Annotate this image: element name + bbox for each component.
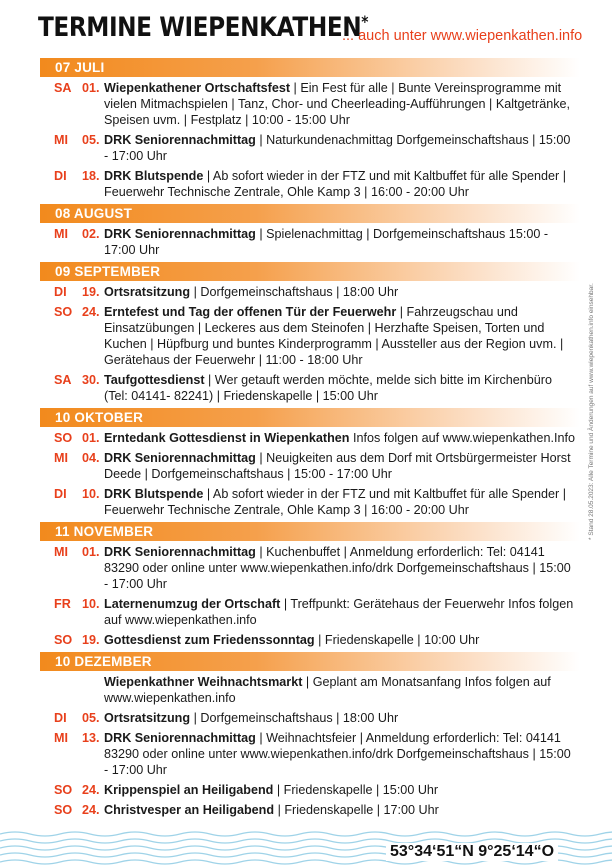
event-item (40, 674, 580, 706)
event-weekday: SA (54, 81, 72, 95)
event-date (82, 674, 104, 706)
event-weekday (40, 674, 82, 706)
event-details: | Geplant am Monatsanfang Infos folgen auf www.wiepenkathen.info (104, 675, 551, 705)
event-item (40, 782, 580, 798)
event-description (104, 168, 580, 200)
event-item (40, 430, 580, 446)
event-item (40, 284, 580, 300)
event-weekday: MI (54, 545, 68, 559)
event-item (40, 730, 580, 778)
event-weekday: MI (54, 731, 68, 745)
event-date: 13. (82, 731, 100, 745)
event-name: Taufgottesdienst (104, 373, 205, 387)
event-name: Wiepenkathner Weihnachtsmarkt (104, 675, 303, 689)
event-name: Erntefest und Tag der offenen Tür der Feuerwehr (104, 305, 397, 319)
month-header: 09 SEPTEMBER (40, 262, 580, 281)
event-name: DRK Blutspende (104, 169, 204, 183)
event-item (40, 304, 580, 368)
event-date: 19. (82, 633, 100, 647)
event-date: 02. (82, 227, 100, 241)
event-name: Gottesdienst zum Friedenssonntag (104, 633, 315, 647)
event-item (40, 486, 580, 518)
event-weekday: SO (54, 783, 73, 797)
event-item (40, 226, 580, 258)
event-weekday: DI (54, 711, 67, 725)
event-details: | Naturkundenachmittag Dorfgemeinschaftshaus | 15:00 - 17:00 Uhr (104, 133, 571, 163)
event-name: DRK Seniorennachmittag (104, 545, 256, 559)
event-details: | Treffpunkt: Gerätehaus der Feuerwehr Infos folgen auf www.wiepenkathen.info (104, 597, 574, 627)
month-header: 10 OKTOBER (40, 408, 580, 427)
event-description (104, 226, 580, 258)
event-item (40, 596, 580, 628)
event-name: Wiepenkathener Ortschaftsfest (104, 81, 291, 95)
event-weekday: SO (54, 305, 73, 319)
event-date: 05. (82, 711, 100, 725)
event-description (104, 450, 580, 482)
event-weekday: MI (54, 133, 68, 147)
event-item (40, 632, 580, 648)
page-subtitle: ... auch unter www.wiepenkathen.info (342, 28, 583, 44)
event-description (104, 730, 580, 778)
event-date: 10. (82, 487, 100, 501)
event-weekday: SO (54, 633, 73, 647)
event-description (104, 430, 580, 446)
event-name: Krippenspiel an Heiligabend (104, 783, 274, 797)
event-name: Christvesper an Heiligabend (104, 803, 275, 817)
event-details: | Ab sofort wieder in der FTZ und mit Kaltbuffet für alle Spender | Feuerwehr Technische Zentrale, Ohle Kamp 3 | 16:00 - 20:00 Uhr (104, 487, 566, 517)
event-details: | Friedenskapelle | 17:00 Uhr (274, 803, 439, 817)
event-description (104, 802, 580, 818)
event-item (40, 80, 580, 128)
event-details: | Friedenskapelle | 10:00 Uhr (314, 633, 480, 647)
event-name: Erntedank Gottesdienst in Wiepenkathen (104, 431, 350, 445)
event-details: | Dorfgemeinschaftshaus | 18:00 Uhr (190, 285, 399, 299)
side-note: * Stand 28.05.2023: Alle Termine und Änderungen auf www.wiepenkathen.info einsehbar. (588, 283, 595, 540)
event-name: DRK Seniorennachmittag (104, 731, 256, 745)
event-date: 01. (82, 81, 100, 95)
event-description (104, 782, 580, 798)
event-details: | Kuchenbuffet | Anmeldung erforderlich: Tel: 04141 83290 oder online unter www.wiepenkathen.info/drk Dorfgemeinschaftshaus | 15:00 - 17:00 Uhr (104, 545, 571, 591)
event-description (104, 284, 580, 300)
event-date: 05. (82, 133, 100, 147)
event-item (40, 372, 580, 404)
event-details: | Wer getauft werden möchte, melde sich bitte im Kirchenbüro (Tel: 04141- 82241) | Friedenskapelle | 15:00 Uhr (104, 373, 552, 403)
event-weekday: MI (54, 451, 68, 465)
event-list (40, 56, 580, 822)
page-title: TERMINE WIEPENKATHEN* (38, 12, 369, 43)
event-item (40, 450, 580, 482)
event-details: | Ein Fest für alle | Bunte Vereinsprogramme mit vielen Mitmachspielen | Tanz, Chor- und Cheerleading-Aufführungen | Kaltgetränke, Speisen uvm. | Festplatz | 10:00 - 15:00 Uhr (104, 81, 571, 127)
coordinates: 53°34‘51“N 9°25‘14“O (386, 843, 558, 861)
event-details: | Friedenskapelle | 15:00 Uhr (273, 783, 439, 797)
event-name: DRK Blutspende (104, 487, 204, 501)
event-details: Infos folgen auf www.wiepenkathen.Info (349, 431, 575, 445)
event-description (104, 372, 580, 404)
month-header: 07 JULI (40, 58, 580, 77)
event-name: DRK Seniorennachmittag (104, 227, 256, 241)
event-name: DRK Seniorennachmittag (104, 133, 256, 147)
event-weekday: DI (54, 487, 67, 501)
event-weekday: DI (54, 169, 67, 183)
event-date: 04. (82, 451, 100, 465)
event-details: | Neuigkeiten aus dem Dorf mit Ortsbürgermeister Horst Deede | Dorfgemeinschaftshaus | 15:00 - 17:00 Uhr (104, 451, 571, 481)
event-details: | Dorfgemeinschaftshaus | 18:00 Uhr (190, 711, 399, 725)
event-details: | Spielenachmittag | Dorfgemeinschaftshaus 15:00 - 17:00 Uhr (104, 227, 549, 257)
event-date: 18. (82, 169, 100, 183)
event-details: | Weihnachtsfeier | Anmeldung erforderlich: Tel: 04141 83290 oder online unter www.wiepenkathen.info/drk Dorfgemeinschaftshaus | 15:00 - 17:00 Uhr (104, 731, 571, 777)
event-description (104, 486, 580, 518)
event-name: Ortsratsitzung (104, 285, 191, 299)
event-date: 30. (82, 373, 100, 387)
event-details: | Ab sofort wieder in der FTZ und mit Kaltbuffet für alle Spender | Feuerwehr Technische Zentrale, Ohle Kamp 3 | 16:00 - 20:00 Uhr (104, 169, 566, 199)
month-header: 08 AUGUST (40, 204, 580, 223)
month-header: 10 DEZEMBER (40, 652, 580, 671)
event-date: 01. (82, 545, 100, 559)
event-weekday: FR (54, 597, 71, 611)
event-weekday: DI (54, 285, 67, 299)
event-item (40, 544, 580, 592)
event-date: 24. (82, 783, 100, 797)
event-weekday: SO (54, 431, 73, 445)
event-item (40, 710, 580, 726)
event-item (40, 168, 580, 200)
event-name: Ortsratsitzung (104, 711, 191, 725)
event-weekday: MI (54, 227, 68, 241)
event-date: 24. (82, 305, 100, 319)
event-name: Laternenumzug der Ortschaft (104, 597, 281, 611)
event-description (104, 674, 580, 706)
event-weekday: SO (54, 803, 73, 817)
month-header: 11 NOVEMBER (40, 522, 580, 541)
event-details: | Fahrzeugschau und Einsatzübungen | Leckeres aus dem Steinofen | Herzhafte Speisen, Torten und Kuchen | Hüpfburg und buntes Kinderprogramm | Aussteller aus der Region uvm. | Gerätehaus der Feuerwehr | 11:00 - 18:00 Uhr (104, 305, 564, 367)
event-weekday: SA (54, 373, 72, 387)
event-description (104, 80, 580, 128)
event-description (104, 544, 580, 592)
title-asterisk: * (361, 12, 369, 31)
event-date: 24. (82, 803, 100, 817)
event-date: 19. (82, 285, 100, 299)
event-date: 01. (82, 431, 100, 445)
event-description (104, 632, 580, 648)
event-date: 10. (82, 597, 100, 611)
event-description (104, 596, 580, 628)
event-description (104, 710, 580, 726)
event-item (40, 132, 580, 164)
event-name: DRK Seniorennachmittag (104, 451, 256, 465)
event-description (104, 132, 580, 164)
event-description (104, 304, 580, 368)
event-item (40, 802, 580, 818)
